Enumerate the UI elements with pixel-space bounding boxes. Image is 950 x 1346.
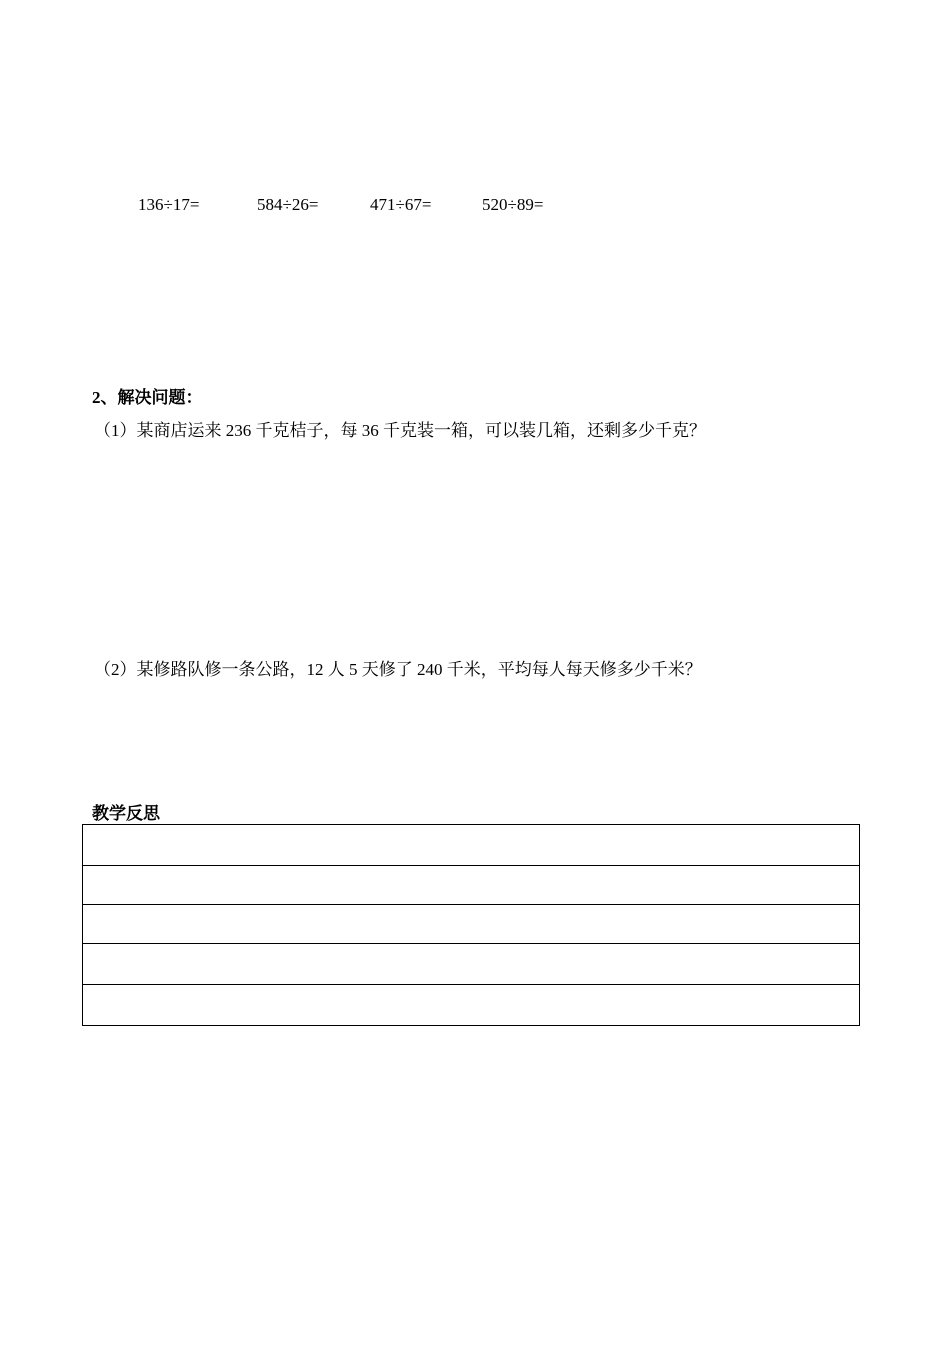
calculation-item: 520÷89= (482, 195, 544, 214)
reflection-cell[interactable] (83, 905, 860, 944)
reflection-cell[interactable] (83, 944, 860, 985)
section-title: 2、解决问题： (92, 388, 203, 407)
reflection-cell[interactable] (83, 985, 860, 1026)
reflection-table (82, 824, 860, 1026)
word-problem-2: （2）某修路队修一条公路，12 人 5 天修了 240 千米，平均每人每天修多少千米？ (94, 660, 702, 679)
calculation-item: 136÷17= (138, 195, 200, 214)
reflection-row (83, 985, 860, 1026)
calculation-item: 584÷26= (257, 195, 319, 214)
reflection-row (83, 944, 860, 985)
reflection-title: 教学反思 (92, 804, 160, 823)
reflection-cell[interactable] (83, 825, 860, 866)
reflection-row (83, 825, 860, 866)
reflection-row (83, 866, 860, 905)
reflection-row (83, 905, 860, 944)
reflection-cell[interactable] (83, 866, 860, 905)
word-problem-1: （1）某商店运来 236 千克桔子，每 36 千克装一箱，可以装几箱，还剩多少千克？ (94, 421, 706, 440)
calculation-item: 471÷67= (370, 195, 432, 214)
